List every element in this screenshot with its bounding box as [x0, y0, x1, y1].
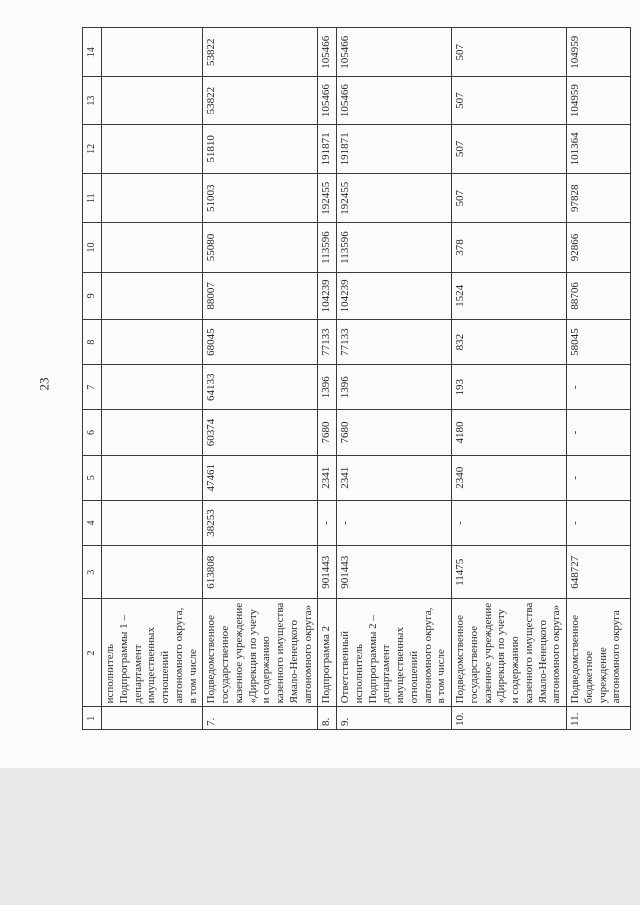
value-cell	[337, 546, 452, 599]
cell-value: 53822	[205, 86, 218, 115]
table-row	[452, 28, 567, 730]
cell-value: 53822	[205, 38, 218, 66]
value-cell	[452, 319, 567, 364]
value-cell	[102, 272, 203, 319]
value-cell	[102, 546, 203, 599]
value-cell	[452, 455, 567, 500]
column-header: 7	[83, 365, 102, 410]
column-header: 13	[83, 77, 102, 124]
value-cell	[102, 500, 203, 545]
value-cell	[567, 319, 631, 364]
value-cell	[567, 223, 631, 272]
cell-value: 901443	[339, 555, 351, 589]
row-index: 9.	[337, 707, 452, 730]
cell-value: 1396	[339, 376, 351, 399]
cell-value: 1396	[320, 376, 333, 399]
cell-value: 113596	[339, 231, 351, 264]
cell-value: 38253	[205, 509, 218, 537]
value-cell	[567, 124, 631, 173]
value-cell	[567, 410, 631, 455]
column-header: 8	[83, 319, 102, 364]
value-cell	[203, 272, 318, 319]
value-cell	[337, 365, 452, 410]
value-cell	[567, 272, 631, 319]
value-cell	[102, 77, 203, 124]
value-cell	[102, 28, 203, 77]
value-cell	[203, 500, 318, 545]
value-cell	[102, 223, 203, 272]
cell-value: -	[454, 521, 466, 525]
column-header: 2	[83, 599, 102, 707]
value-cell	[337, 77, 452, 124]
cell-value: 105466	[339, 35, 351, 69]
value-cell	[337, 410, 452, 455]
row-name: Подведомственное бюджетное учреждение автономного округа	[567, 599, 631, 707]
cell-value: 105466	[320, 35, 333, 69]
cell-value: 88007	[205, 282, 218, 310]
value-cell	[203, 319, 318, 364]
cell-value: 191871	[339, 132, 351, 166]
cell-value: 77133	[339, 328, 351, 356]
cell-value: 832	[454, 333, 466, 351]
value-cell	[203, 546, 318, 599]
value-cell	[318, 223, 337, 272]
value-cell	[452, 546, 567, 599]
cell-value: -	[320, 521, 333, 525]
value-cell	[318, 319, 337, 364]
value-cell	[452, 124, 567, 173]
value-cell	[567, 174, 631, 223]
row-name: исполнитель Подпрограммы 1 – департамент имущественных отношений автономного округа, в том числе	[102, 599, 203, 707]
value-cell	[318, 546, 337, 599]
row-index: 11.	[567, 707, 631, 730]
column-header: 3	[83, 546, 102, 599]
cell-value: 507	[454, 43, 466, 61]
table-row	[318, 28, 337, 730]
column-header: 10	[83, 223, 102, 272]
value-cell	[102, 319, 203, 364]
cell-value: 113596	[320, 231, 333, 264]
value-cell	[452, 28, 567, 77]
value-cell	[452, 223, 567, 272]
row-index	[102, 707, 203, 730]
row-name: Подведомственное государственное казенное учреждение «Дирекция по учету и содержанию казенного имущества Ямало-Ненецкого автономного округа»	[203, 599, 318, 707]
value-cell	[452, 500, 567, 545]
value-cell	[567, 546, 631, 599]
value-cell	[452, 272, 567, 319]
cell-value: 105466	[320, 84, 333, 118]
cell-value: 104239	[339, 279, 351, 313]
row-index: 8.	[318, 707, 337, 730]
value-cell	[567, 28, 631, 77]
value-cell	[318, 500, 337, 545]
cell-value: 2341	[339, 466, 351, 489]
table-row	[102, 28, 203, 730]
cell-value: 11475	[454, 558, 466, 586]
cell-value: -	[339, 521, 351, 525]
cell-value: 192455	[339, 181, 351, 215]
cell-value: 88706	[569, 282, 581, 310]
cell-value: 7680	[339, 421, 351, 444]
cell-value: 4180	[454, 421, 466, 444]
value-cell	[203, 28, 318, 77]
value-cell	[102, 124, 203, 173]
row-name: Ответственный исполнитель Подпрограммы 2 – департамент имущественных отношений автономного округа, в том числе	[337, 599, 452, 707]
row-index: 10.	[452, 707, 567, 730]
cell-value: 55080	[205, 233, 218, 262]
value-cell	[452, 77, 567, 124]
value-cell	[452, 410, 567, 455]
value-cell	[337, 174, 452, 223]
cell-value: 104959	[569, 84, 581, 118]
table-row	[203, 28, 318, 730]
value-cell	[318, 455, 337, 500]
cell-value: 191871	[320, 132, 333, 166]
cell-value: -	[569, 430, 581, 435]
column-header: 6	[83, 410, 102, 455]
value-cell	[318, 365, 337, 410]
column-header: 5	[83, 455, 102, 500]
rotated-table-wrapper	[82, 27, 623, 730]
value-cell	[203, 124, 318, 173]
value-cell	[318, 174, 337, 223]
column-header: 9	[83, 272, 102, 319]
header-row	[83, 28, 102, 730]
value-cell	[337, 223, 452, 272]
cell-value: 2340	[454, 466, 466, 489]
column-header: 14	[83, 28, 102, 77]
cell-value: 104239	[320, 279, 333, 313]
cell-value: 901443	[320, 555, 333, 589]
cell-value: 104959	[569, 35, 581, 69]
budget-table	[82, 27, 631, 730]
row-name: Подведомственное государственное казенное учреждение «Дирекция по учету и содержанию казенного имущества Ямало-Ненецкого автономного округа»	[452, 599, 567, 707]
table-row	[567, 28, 631, 730]
column-header: 1	[83, 707, 102, 730]
cell-value: 77133	[320, 328, 333, 356]
column-header: 12	[83, 124, 102, 173]
value-cell	[318, 28, 337, 77]
cell-value: 192455	[320, 181, 333, 215]
cell-value: 507	[454, 140, 466, 158]
value-cell	[318, 410, 337, 455]
value-cell	[318, 272, 337, 319]
value-cell	[337, 500, 452, 545]
value-cell	[102, 174, 203, 223]
cell-value: 47461	[205, 463, 218, 492]
value-cell	[203, 77, 318, 124]
cell-value: 648727	[569, 555, 581, 589]
value-cell	[102, 365, 203, 410]
cell-value: -	[569, 521, 581, 525]
page-number: 23	[36, 377, 52, 391]
cell-value: -	[569, 475, 581, 480]
cell-value: 7680	[320, 421, 333, 444]
column-header: 4	[83, 500, 102, 545]
cell-value: 105466	[339, 84, 351, 118]
cell-value: 507	[454, 92, 466, 109]
cell-value: 58045	[569, 328, 581, 356]
cell-value: 51810	[205, 135, 218, 163]
value-cell	[567, 500, 631, 545]
value-cell	[452, 174, 567, 223]
cell-value: 97828	[569, 184, 581, 212]
value-cell	[203, 410, 318, 455]
value-cell	[567, 365, 631, 410]
value-cell	[337, 272, 452, 319]
cell-value: -	[569, 385, 581, 390]
value-cell	[337, 319, 452, 364]
cell-value: 613808	[205, 555, 218, 589]
cell-value: 507	[454, 189, 466, 207]
cell-value: 378	[454, 239, 466, 256]
value-cell	[337, 28, 452, 77]
cell-value: 64133	[205, 373, 218, 402]
value-cell	[337, 455, 452, 500]
cell-value: 51003	[205, 184, 218, 212]
column-header: 11	[83, 174, 102, 223]
cell-value: 101364	[569, 132, 581, 166]
value-cell	[102, 410, 203, 455]
value-cell	[203, 455, 318, 500]
cell-value: 92866	[569, 233, 581, 262]
value-cell	[102, 455, 203, 500]
cell-value: 2341	[320, 466, 333, 489]
value-cell	[567, 77, 631, 124]
value-cell	[318, 124, 337, 173]
value-cell	[203, 174, 318, 223]
row-name: Подпрограмма 2	[318, 599, 337, 707]
value-cell	[452, 365, 567, 410]
row-index: 7.	[203, 707, 318, 730]
value-cell	[567, 455, 631, 500]
cell-value: 60374	[205, 418, 218, 447]
value-cell	[203, 365, 318, 410]
table-row	[337, 28, 452, 730]
cell-value: 193	[454, 379, 466, 396]
value-cell	[203, 223, 318, 272]
value-cell	[318, 77, 337, 124]
cell-value: 68045	[205, 328, 218, 356]
cell-value: 1524	[454, 284, 466, 307]
value-cell	[337, 124, 452, 173]
